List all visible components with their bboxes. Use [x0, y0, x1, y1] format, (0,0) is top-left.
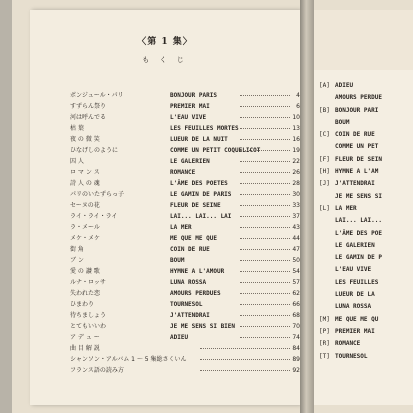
toc-japanese-title: 河は呼んでる [70, 114, 107, 121]
index-entry [319, 178, 413, 190]
toc-french-title: AMOURS PERDUES [170, 290, 221, 297]
index-song-title: TOURNESOL [335, 352, 368, 360]
index-entry [319, 277, 413, 289]
index-entry [319, 117, 413, 129]
index-letter: [B] [319, 106, 330, 114]
toc-leader-dots [240, 150, 290, 151]
index-song-title: LAI... LAI... [335, 217, 382, 225]
index-entry [319, 129, 413, 141]
toc-french-title: LE GALERIEN [170, 158, 210, 165]
toc-leader-dots [240, 304, 290, 305]
index-letter: [R] [319, 340, 330, 348]
index-entry [319, 228, 413, 240]
toc-entry [70, 134, 310, 145]
toc-french-title: COIN DE RUE [170, 246, 210, 253]
toc-leader-dots [240, 216, 290, 217]
toc-page-number: 19 [292, 147, 300, 154]
toc-entry [70, 123, 310, 134]
toc-japanese-title: ア デ ュ ー [70, 334, 100, 341]
index-entry [319, 154, 413, 166]
index-song-title: HYMNE A L'AM [335, 168, 379, 176]
toc-page-number: 30 [292, 191, 300, 198]
toc-entry [70, 178, 310, 189]
toc-leader-dots [240, 293, 290, 294]
toc-leader-dots [240, 183, 290, 184]
toc-french-title: BOUM [170, 257, 185, 264]
toc-leader-dots [240, 260, 290, 261]
toc-leader-dots [240, 282, 290, 283]
toc-japanese-title: 失われた恋 [70, 290, 101, 297]
index-entry [319, 264, 413, 276]
toc-french-title: J'ATTENDRAI [170, 312, 210, 319]
toc-entry [70, 200, 310, 211]
toc-page-number: 84 [292, 345, 300, 352]
toc-japanese-title: 枯 葉 [70, 125, 84, 132]
toc-page-number: 74 [292, 334, 300, 341]
left-page [30, 10, 300, 405]
toc-entry [70, 255, 310, 266]
toc-french-title: FLEUR DE SEINE [170, 202, 221, 209]
index-entry [319, 166, 413, 178]
index-song-title: L'ÂME DES POE [335, 229, 382, 237]
toc-french-title: L'ÂME DES POETES [170, 180, 228, 187]
toc-japanese-title: 詩 人 の 魂 [70, 180, 100, 187]
toc-japanese-title: すずらん祭り [70, 103, 107, 110]
toc-leader-dots [240, 139, 290, 140]
index-letter: [H] [319, 168, 330, 176]
index-entry [319, 80, 413, 92]
toc-page-number: 13 [292, 125, 300, 132]
index-entry [319, 338, 413, 350]
index-entry [319, 92, 413, 104]
index-song-title: LES FEUILLES [335, 278, 379, 286]
index-song-title: JE ME SENS SI [335, 192, 382, 200]
toc-entry [70, 244, 310, 255]
index-song-title: J'ATTENDRAI [335, 180, 375, 188]
toc-french-title: ME QUE ME QUE [170, 235, 217, 242]
toc-leader-dots [240, 194, 290, 195]
index-song-title: AMOURS PERDUE [335, 94, 382, 102]
toc-french-title: COMME UN PETIT COQUELICOT [170, 147, 261, 154]
toc-entry [70, 277, 310, 288]
toc-entry [70, 233, 310, 244]
toc-page-number: 44 [292, 235, 300, 242]
toc-japanese-title: ブ ン [70, 257, 84, 264]
index-entry [319, 289, 413, 301]
index-letter: [P] [319, 327, 330, 335]
toc-entry [70, 365, 310, 376]
index-entry [319, 314, 413, 326]
toc-leader-dots [240, 161, 290, 162]
toc-french-title: BONJOUR PARIS [170, 92, 217, 99]
index-entry [319, 351, 413, 363]
toc-page-number: 50 [292, 257, 300, 264]
toc-french-title: ADIEU [170, 334, 189, 341]
toc-page-number: 47 [292, 246, 300, 253]
toc-japanese-title: メケ・メケ [70, 235, 101, 242]
toc-japanese-title: シャンソン・アルバム 1 ～ 5 集総さくいん [70, 356, 187, 363]
toc-leader-dots [240, 238, 290, 239]
index-song-title: PREMIER MAI [335, 327, 375, 335]
toc-french-title: LE GAMIN DE PARIS [170, 191, 232, 198]
toc-leader-dots [240, 337, 290, 338]
index-song-title: COMME UN PET [335, 143, 379, 151]
toc-japanese-title: パリのいたずらっ子 [70, 191, 125, 198]
index-song-title: LUNA ROSSA [335, 303, 372, 311]
toc-japanese-title: ボンジュール・パリ [70, 92, 124, 99]
toc-french-title: LAI... LAI... LAI [170, 213, 232, 220]
toc-page-number: 70 [292, 323, 300, 330]
toc-french-title: ROMANCE [170, 169, 196, 176]
toc-page-number: 68 [292, 312, 300, 319]
toc-leader-dots [240, 205, 290, 206]
toc-french-title: LA MER [170, 224, 192, 231]
toc-entry [70, 90, 310, 101]
toc-japanese-title: ひまわり [70, 301, 95, 308]
toc-japanese-title: 夜 の 微 笑 [70, 136, 100, 143]
index-song-title: LA MER [335, 204, 357, 212]
song-index [319, 80, 413, 363]
toc-french-title: LUEUR DE LA NUIT [170, 136, 228, 143]
index-song-title: ME QUE ME QU [335, 315, 379, 323]
toc-entry [70, 288, 310, 299]
toc-entry [70, 156, 310, 167]
toc-japanese-title: ラ・メール [70, 224, 100, 231]
index-letter: [T] [319, 352, 330, 360]
index-entry [319, 215, 413, 227]
toc-entry [70, 101, 310, 112]
toc-entry [70, 332, 310, 343]
toc-japanese-title: ライ・ライ・ライ [70, 213, 118, 220]
right-page [314, 10, 413, 405]
index-song-title: COIN DE RUE [335, 131, 375, 139]
toc-leader-dots [200, 348, 290, 349]
toc-page-number: 26 [292, 169, 300, 176]
toc-french-title: HYMNE A L'AMOUR [170, 268, 225, 275]
index-letter: [J] [319, 180, 330, 188]
toc-page-number: 62 [292, 290, 300, 297]
index-song-title: ROMANCE [335, 340, 361, 348]
toc-page-number: 10 [292, 114, 300, 121]
toc-entry [70, 211, 310, 222]
toc-french-title: PREMIER MAI [170, 103, 210, 110]
toc-leader-dots [240, 227, 290, 228]
index-song-title: LUEUR DE LA [335, 291, 375, 299]
toc-entry [70, 112, 310, 123]
toc-japanese-title: ひなげしのように [70, 147, 119, 154]
toc-french-title: LES FEUILLES MORTES [170, 125, 239, 132]
toc-page-number: 16 [292, 136, 300, 143]
toc-page-number: 43 [292, 224, 300, 231]
toc-page-number: 33 [292, 202, 300, 209]
toc-japanese-title: ルナ・ロッサ [70, 279, 106, 286]
index-song-title: LE GAMIN DE P [335, 254, 382, 262]
toc-french-title: TOURNESOL [170, 301, 203, 308]
index-entry [319, 252, 413, 264]
toc-page-number: 22 [292, 158, 300, 165]
toc-leader-dots [200, 359, 290, 360]
toc-french-title: JE ME SENS SI BIEN [170, 323, 236, 330]
index-song-title: ADIEU [335, 82, 354, 89]
toc-japanese-title: とてもいいわ [70, 323, 107, 330]
toc-japanese-title: フランス語の読み方 [70, 367, 124, 374]
toc-page-number: 4 [296, 92, 300, 99]
toc-japanese-title: ロ マ ン ス [70, 169, 100, 176]
toc-french-title: LUNA ROSSA [170, 279, 207, 286]
toc-entry [70, 343, 310, 354]
toc-leader-dots [240, 315, 290, 316]
table-of-contents [70, 90, 310, 376]
toc-header [30, 34, 300, 65]
index-letter: [M] [319, 315, 330, 323]
toc-entry [70, 145, 310, 156]
index-letter: [A] [319, 82, 330, 89]
toc-entry [70, 310, 310, 321]
toc-page-number: 54 [292, 268, 300, 275]
index-song-title: BOUM [335, 118, 350, 126]
index-song-title: FLEUR DE SEIN [335, 155, 382, 163]
toc-page-number: 57 [292, 279, 300, 286]
book-gutter [300, 0, 314, 413]
toc-leader-dots [240, 271, 290, 272]
toc-leader-dots [240, 106, 290, 107]
toc-leader-dots [240, 128, 290, 129]
right-page-top [314, 10, 413, 70]
toc-leader-dots [240, 249, 290, 250]
index-letter: [L] [319, 204, 330, 212]
toc-french-title: L'EAU VIVE [170, 114, 207, 121]
index-entry [319, 141, 413, 153]
toc-entry [70, 321, 310, 332]
toc-japanese-title: 街 角 [70, 246, 84, 253]
index-song-title: L'EAU VIVE [335, 266, 372, 274]
toc-leader-dots [240, 117, 290, 118]
toc-leader-dots [200, 370, 290, 371]
index-entry [319, 240, 413, 252]
toc-page-number: 92 [292, 367, 300, 374]
toc-page-number: 89 [292, 356, 300, 363]
toc-leader-dots [240, 326, 290, 327]
toc-leader-dots [240, 172, 290, 173]
toc-page-number: 6 [296, 103, 300, 110]
songbook-spread [12, 0, 413, 413]
volume-title: 〈第 1 集〉 [137, 37, 193, 47]
toc-japanese-title: 愛 の 讃 歌 [70, 268, 100, 275]
toc-entry [70, 222, 310, 233]
index-letter: [F] [319, 155, 330, 163]
index-entry [319, 191, 413, 203]
toc-page-number: 37 [292, 213, 300, 220]
index-entry [319, 326, 413, 338]
toc-entry [70, 167, 310, 178]
toc-japanese-title: 曲 目 解 説 [70, 345, 100, 352]
toc-entry [70, 299, 310, 310]
toc-japanese-title: セーヌの花 [70, 202, 100, 209]
toc-entry [70, 266, 310, 277]
index-song-title: LE GALERIEN [335, 241, 375, 249]
index-letter: [C] [319, 131, 330, 139]
toc-page-number: 66 [292, 301, 300, 308]
toc-entry [70, 354, 310, 365]
index-song-title: BONJOUR PARI [335, 106, 379, 114]
contents-heading: も く じ [142, 56, 188, 64]
index-entry [319, 105, 413, 117]
toc-japanese-title: 待ちましょう [70, 312, 107, 319]
toc-leader-dots [240, 95, 290, 96]
toc-page-number: 28 [292, 180, 300, 187]
toc-japanese-title: 囚 人 [70, 158, 84, 165]
index-entry [319, 301, 413, 313]
toc-entry [70, 189, 310, 200]
index-entry [319, 203, 413, 215]
